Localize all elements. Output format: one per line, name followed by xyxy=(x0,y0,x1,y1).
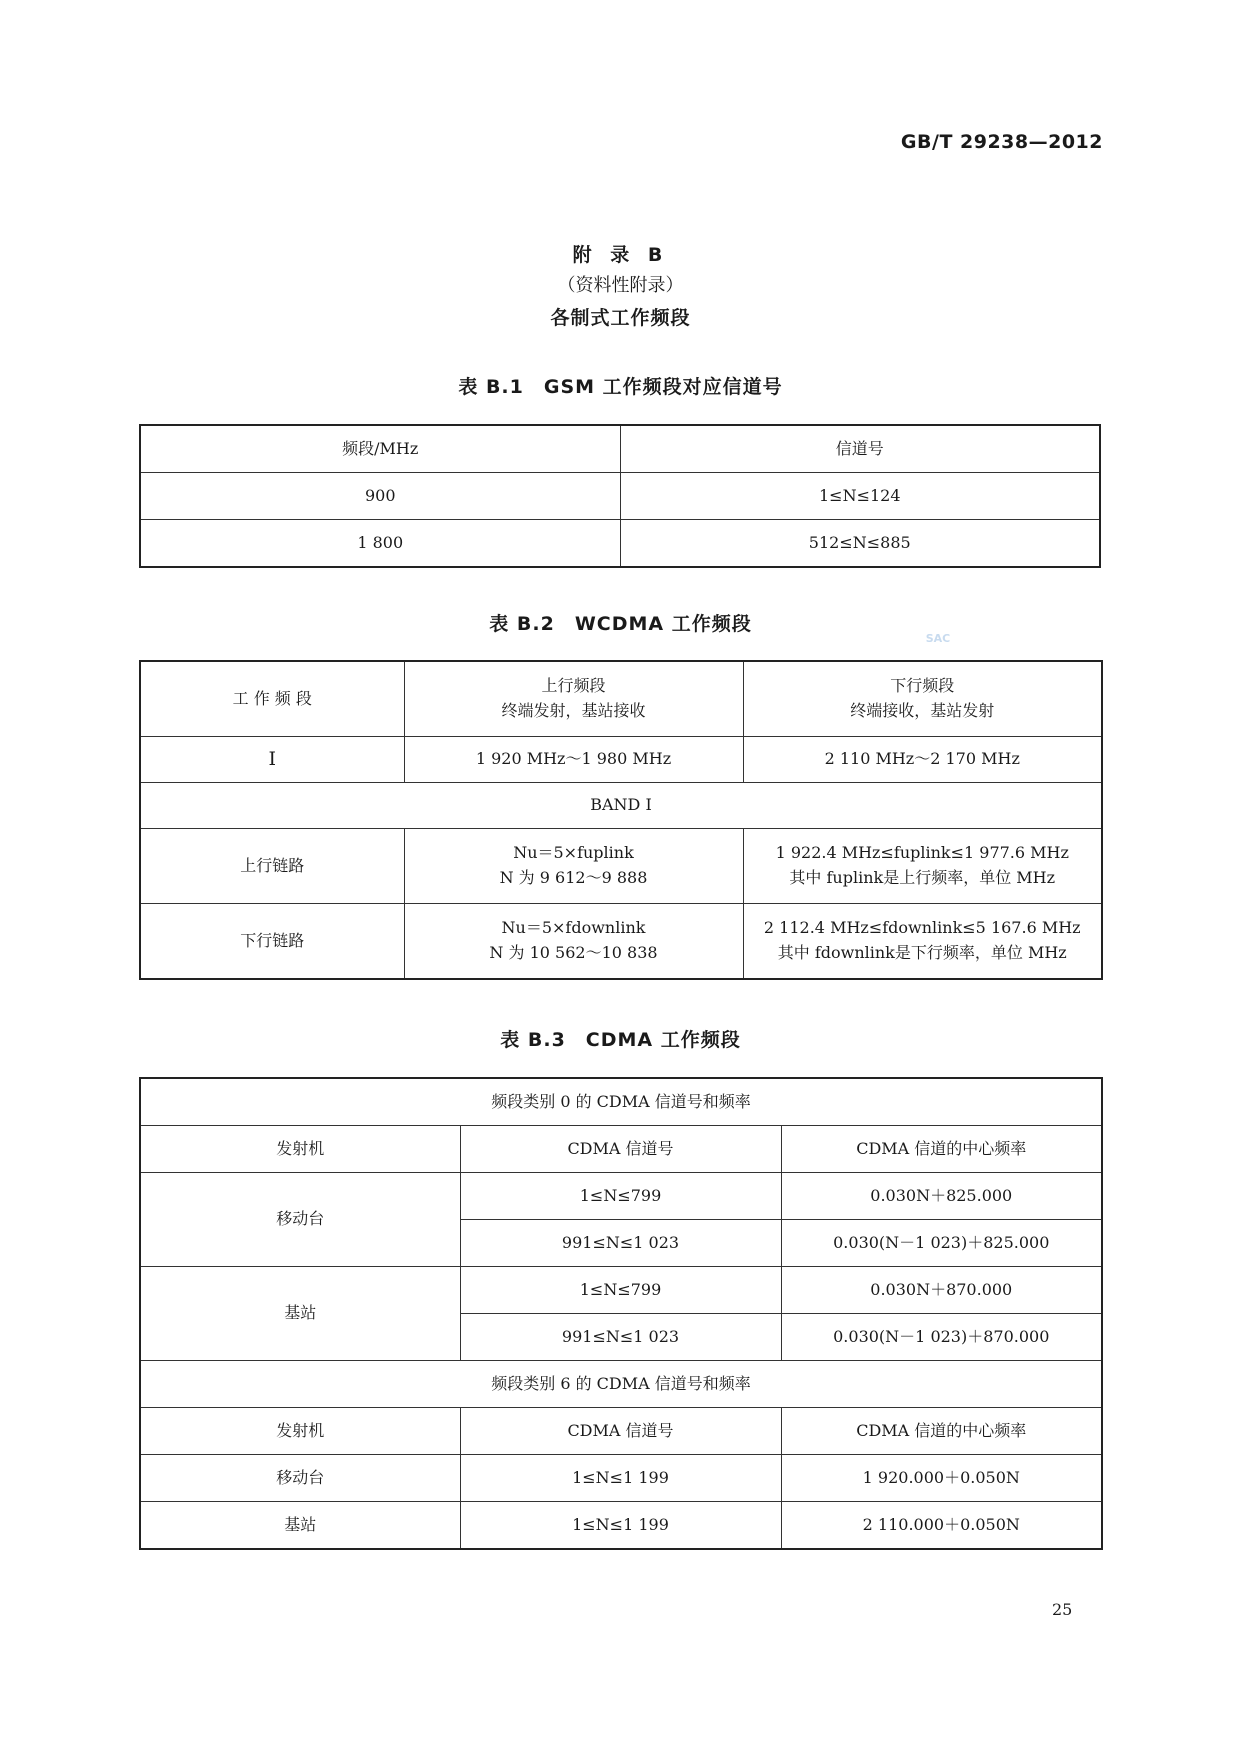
downlink-label: 下行链路 xyxy=(140,904,404,980)
table-b3 xyxy=(139,1077,1103,1550)
table-row xyxy=(140,520,1100,568)
table-b1 xyxy=(139,424,1101,568)
table-b1-caption: 表 B.1 GSM 工作频段对应信道号 xyxy=(458,376,783,398)
downlink-range: 2 110 MHz～2 170 MHz xyxy=(743,737,1102,783)
header-cell: 信道号 xyxy=(620,425,1100,473)
table-cell: 2 110.000＋0.050N xyxy=(781,1502,1102,1550)
table-row xyxy=(140,1455,1102,1502)
table-cell: 1 800 xyxy=(140,520,620,568)
table-cell: 1≤N≤799 xyxy=(460,1267,781,1314)
header-uplink xyxy=(404,661,743,737)
table-cell: 0.030(N－1 023)＋825.000 xyxy=(781,1220,1102,1267)
table-cell: 0.030(N－1 023)＋870.000 xyxy=(781,1314,1102,1361)
transmitter-cell: 基站 xyxy=(140,1267,460,1361)
transmitter-cell: 移动台 xyxy=(140,1173,460,1267)
table-b3-caption: 表 B.3 CDMA 工作频段 xyxy=(500,1029,741,1051)
table-header-row xyxy=(140,1126,1102,1173)
table-header-row xyxy=(140,1408,1102,1455)
table-row xyxy=(140,904,1102,980)
table-cell: 1≤N≤799 xyxy=(460,1173,781,1220)
header-cell: 频段/MHz xyxy=(140,425,620,473)
standard-number: GB/T 29238—2012 xyxy=(900,131,1103,153)
table-b2-caption: 表 B.2 WCDMA 工作频段 xyxy=(489,613,752,635)
table-cell: 1 920.000＋0.050N xyxy=(781,1455,1102,1502)
band-label: BAND Ⅰ xyxy=(140,783,1102,829)
downlink-limit: 2 112.4 MHz≤fdownlink≤5 167.6 MHz xyxy=(763,918,1081,938)
table-row xyxy=(140,1502,1102,1550)
uplink-limit: 1 922.4 MHz≤fuplink≤1 977.6 MHz xyxy=(775,843,1069,863)
sac-watermark: SAC xyxy=(925,632,951,645)
table-row xyxy=(140,1267,1102,1314)
annex-title: 附 录 B xyxy=(572,244,669,266)
uplink-label: 上行链路 xyxy=(140,829,404,904)
header-band: 工 作 频 段 xyxy=(140,661,404,737)
table-row xyxy=(140,829,1102,904)
uplink-range: 1 920 MHz～1 980 MHz xyxy=(404,737,743,783)
uplink-limit-cell xyxy=(743,829,1102,904)
table-row xyxy=(140,473,1100,520)
table-cell: 991≤N≤1 023 xyxy=(460,1314,781,1361)
table-cell: 1≤N≤1 199 xyxy=(460,1455,781,1502)
header-cell: CDMA 信道号 xyxy=(460,1126,781,1173)
table-header-row xyxy=(140,661,1102,737)
header-downlink-line2: 终端接收，基站发射 xyxy=(850,701,995,720)
table-row xyxy=(140,737,1102,783)
header-cell: 发射机 xyxy=(140,1408,460,1455)
table-cell: 991≤N≤1 023 xyxy=(460,1220,781,1267)
table-b2 xyxy=(139,660,1103,980)
table-cell: 1≤N≤1 199 xyxy=(460,1502,781,1550)
downlink-formula: Nu＝5×fdownlink xyxy=(501,918,646,938)
table-cell: 900 xyxy=(140,473,620,520)
table-row xyxy=(140,1078,1102,1126)
annex-name: 各制式工作频段 xyxy=(550,307,691,329)
header-downlink xyxy=(743,661,1102,737)
header-cell: CDMA 信道的中心频率 xyxy=(781,1126,1102,1173)
downlink-channel-range: N 为 10 562～10 838 xyxy=(489,943,658,962)
header-uplink-line2: 终端发射，基站接收 xyxy=(501,701,646,720)
uplink-channel-range: N 为 9 612～9 888 xyxy=(499,868,648,887)
downlink-formula-cell xyxy=(404,904,743,980)
class0-title: 频段类别 0 的 CDMA 信道号和频率 xyxy=(140,1078,1102,1126)
header-cell: 发射机 xyxy=(140,1126,460,1173)
annex-subtitle: （资料性附录） xyxy=(557,275,684,296)
transmitter-cell: 基站 xyxy=(140,1502,460,1550)
class6-title: 频段类别 6 的 CDMA 信道号和频率 xyxy=(140,1361,1102,1408)
table-cell: 0.030N＋825.000 xyxy=(781,1173,1102,1220)
uplink-formula: Nu＝5×fuplink xyxy=(513,843,634,863)
header-cell: CDMA 信道的中心频率 xyxy=(781,1408,1102,1455)
table-cell: 512≤N≤885 xyxy=(620,520,1100,568)
uplink-formula-cell xyxy=(404,829,743,904)
table-row xyxy=(140,783,1102,829)
table-header-row xyxy=(140,425,1100,473)
table-row xyxy=(140,1361,1102,1408)
header-cell: CDMA 信道号 xyxy=(460,1408,781,1455)
table-row xyxy=(140,1173,1102,1220)
transmitter-cell: 移动台 xyxy=(140,1455,460,1502)
page-number: 25 xyxy=(1052,1600,1073,1619)
downlink-limit-cell xyxy=(743,904,1102,980)
band-roman: Ⅰ xyxy=(140,737,404,783)
table-cell: 0.030N＋870.000 xyxy=(781,1267,1102,1314)
table-cell: 1≤N≤124 xyxy=(620,473,1100,520)
header-downlink-line1: 下行频段 xyxy=(890,676,955,696)
header-uplink-line1: 上行频段 xyxy=(541,676,606,696)
uplink-note: 其中 fuplink是上行频率，单位 MHz xyxy=(789,868,1056,887)
downlink-note: 其中 fdownlink是下行频率，单位 MHz xyxy=(777,943,1067,962)
